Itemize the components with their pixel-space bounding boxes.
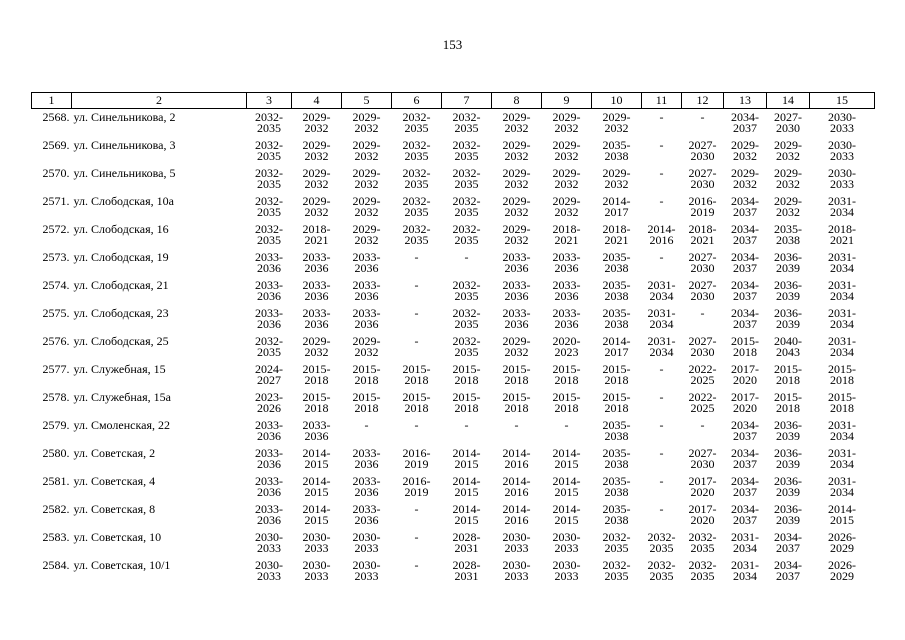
period-cell: 2035- 2038 <box>602 502 631 527</box>
period-cell: - <box>659 390 664 404</box>
period-cell: 2035- 2038 <box>602 250 631 275</box>
table-row <box>32 420 875 448</box>
period-cell: 2018- 2021 <box>302 222 331 247</box>
period-cell: 2032- 2035 <box>255 110 283 135</box>
period-cell: 2034- 2037 <box>731 250 759 275</box>
period-cell: 2034- 2037 <box>731 446 759 471</box>
period-cell: 2032- 2035 <box>452 278 481 303</box>
row-address: ул. Слободская, 10а <box>73 194 174 208</box>
period-cell: 2029- 2032 <box>352 194 381 219</box>
period-cell: 2018- 2021 <box>688 222 717 247</box>
row-number: 2576. <box>42 334 70 348</box>
row-number: 2571. <box>42 194 70 208</box>
row-number: 2572. <box>42 222 70 236</box>
period-cell: 2029- 2032 <box>302 138 331 163</box>
row-address: ул. Слободская, 23 <box>73 306 169 320</box>
period-cell: 2029- 2032 <box>552 110 581 135</box>
period-cell: 2015- 2018 <box>828 390 856 415</box>
period-cell: 2033- 2036 <box>255 446 283 471</box>
row-number: 2574. <box>42 278 70 292</box>
period-cell: 2032- 2035 <box>255 166 283 191</box>
column-header: 14 <box>767 93 810 109</box>
period-cell: 2015- 2018 <box>828 362 856 387</box>
period-cell: 2014- 2017 <box>602 334 631 359</box>
period-cell: 2030- 2033 <box>502 530 531 555</box>
table-body <box>32 109 875 589</box>
period-cell: 2014- 2015 <box>552 502 581 527</box>
row-number: 2584. <box>42 558 70 572</box>
period-cell: 2029- 2032 <box>302 334 331 359</box>
period-cell: 2015- 2018 <box>402 390 431 415</box>
period-cell: - <box>659 194 664 208</box>
period-cell: 2032- 2035 <box>688 558 717 583</box>
period-cell: - <box>700 418 705 432</box>
period-cell: 2027- 2030 <box>774 110 802 135</box>
period-cell: 2031- 2034 <box>828 418 856 443</box>
period-cell: 2033- 2036 <box>352 278 381 303</box>
period-cell: 2030- 2033 <box>302 558 331 583</box>
row-address: ул. Советская, 10/1 <box>73 558 171 572</box>
period-cell: 2029- 2032 <box>552 138 581 163</box>
period-cell: 2033- 2036 <box>255 306 283 331</box>
column-header: 3 <box>247 93 292 109</box>
period-cell: 2024- 2027 <box>255 362 283 387</box>
row-number: 2580. <box>42 446 70 460</box>
period-cell: 2015- 2018 <box>502 362 531 387</box>
period-cell: 2032- 2035 <box>602 530 631 555</box>
period-cell: 2029- 2032 <box>502 222 531 247</box>
column-header: 15 <box>810 93 875 109</box>
period-cell: 2014- 2016 <box>502 502 531 527</box>
period-cell: - <box>414 306 419 320</box>
period-cell: - <box>414 418 419 432</box>
column-header: 10 <box>592 93 642 109</box>
period-cell: 2035- 2038 <box>602 474 631 499</box>
period-cell: 2015- 2018 <box>552 390 581 415</box>
period-cell: 2036- 2039 <box>774 250 802 275</box>
period-cell: 2033- 2036 <box>302 278 331 303</box>
period-cell: 2014- 2015 <box>302 474 331 499</box>
period-cell: 2029- 2032 <box>502 110 531 135</box>
period-cell: 2032- 2035 <box>647 530 676 555</box>
row-address: ул. Слободская, 21 <box>73 278 169 292</box>
period-cell: 2026- 2029 <box>828 558 856 583</box>
period-cell: 2030- 2033 <box>255 530 283 555</box>
row-address: ул. Советская, 2 <box>73 446 156 460</box>
period-cell: 2027- 2030 <box>688 166 717 191</box>
column-header: 11 <box>642 93 682 109</box>
row-address: ул. Синельникова, 2 <box>73 110 176 124</box>
row-address: ул. Советская, 8 <box>73 502 156 516</box>
period-cell: 2034- 2037 <box>731 474 759 499</box>
period-cell: 2035- 2038 <box>774 222 802 247</box>
period-cell: - <box>659 474 664 488</box>
period-cell: 2014- 2015 <box>552 446 581 471</box>
period-cell: 2033- 2036 <box>352 446 381 471</box>
period-cell: - <box>659 166 664 180</box>
row-number: 2568. <box>42 110 70 124</box>
period-cell: 2015- 2018 <box>602 390 631 415</box>
row-number: 2575. <box>42 306 70 320</box>
period-cell: 2031- 2034 <box>828 250 856 275</box>
period-cell: 2029- 2032 <box>552 166 581 191</box>
period-cell: 2017- 2020 <box>688 502 717 527</box>
period-cell: - <box>659 502 664 516</box>
period-cell: 2029- 2032 <box>352 334 381 359</box>
period-cell: 2040- 2043 <box>774 334 802 359</box>
period-cell: 2034- 2037 <box>731 278 759 303</box>
row-address: ул. Смоленская, 22 <box>73 418 170 432</box>
row-number: 2570. <box>42 166 70 180</box>
table-row <box>32 364 875 392</box>
period-cell: 2033- 2036 <box>302 250 331 275</box>
period-cell: 2029- 2032 <box>352 166 381 191</box>
period-cell: 2014- 2016 <box>502 474 531 499</box>
period-cell: 2028- 2031 <box>452 558 481 583</box>
row-number: 2578. <box>42 390 70 404</box>
period-cell: 2029- 2032 <box>302 110 331 135</box>
period-cell: 2029- 2032 <box>602 110 631 135</box>
row-number: 2581. <box>42 474 70 488</box>
period-cell: - <box>659 250 664 264</box>
period-cell: 2015- 2018 <box>552 362 581 387</box>
period-cell: 2033- 2036 <box>352 306 381 331</box>
period-cell: 2034- 2037 <box>731 110 759 135</box>
period-cell: 2031- 2034 <box>828 194 856 219</box>
period-cell: - <box>514 418 519 432</box>
period-cell: 2032- 2035 <box>452 110 481 135</box>
table-row <box>32 196 875 224</box>
period-cell: 2029- 2032 <box>502 138 531 163</box>
period-cell: 2029- 2032 <box>502 194 531 219</box>
table-row <box>32 448 875 476</box>
period-cell: 2029- 2032 <box>302 166 331 191</box>
period-cell: 2032- 2035 <box>452 306 481 331</box>
period-cell: 2031- 2034 <box>731 558 759 583</box>
table-row <box>32 140 875 168</box>
period-cell: 2029- 2032 <box>502 166 531 191</box>
row-number: 2569. <box>42 138 70 152</box>
period-cell: 2033- 2036 <box>502 250 531 275</box>
period-cell: 2034- 2037 <box>731 418 759 443</box>
period-cell: 2016- 2019 <box>402 446 431 471</box>
period-cell: 2031- 2034 <box>828 334 856 359</box>
column-header: 1 <box>32 93 72 109</box>
period-cell: 2033- 2036 <box>255 502 283 527</box>
period-cell: 2027- 2030 <box>688 250 717 275</box>
period-cell: - <box>564 418 569 432</box>
period-cell: 2014- 2015 <box>302 502 331 527</box>
period-cell: - <box>364 418 369 432</box>
period-cell: 2036- 2039 <box>774 306 802 331</box>
period-cell: 2033- 2036 <box>552 250 581 275</box>
period-cell: 2029- 2032 <box>352 138 381 163</box>
period-cell: 2033- 2036 <box>552 306 581 331</box>
table-row <box>32 168 875 196</box>
period-cell: 2030- 2033 <box>255 558 283 583</box>
period-cell: 2032- 2035 <box>255 138 283 163</box>
period-cell: 2032- 2035 <box>255 194 283 219</box>
period-cell: - <box>464 250 469 264</box>
period-cell: 2036- 2039 <box>774 474 802 499</box>
table-row <box>32 392 875 420</box>
period-cell: 2036- 2039 <box>774 446 802 471</box>
table-row <box>32 476 875 504</box>
period-cell: 2030- 2033 <box>352 530 381 555</box>
row-address: ул. Слободская, 19 <box>73 250 169 264</box>
period-cell: 2029- 2032 <box>602 166 631 191</box>
header-row <box>32 93 875 109</box>
period-cell: - <box>414 530 419 544</box>
period-cell: 2032- 2035 <box>647 558 676 583</box>
period-cell: 2034- 2037 <box>731 306 759 331</box>
period-cell: 2020- 2023 <box>552 334 581 359</box>
period-cell: - <box>414 278 419 292</box>
table-row <box>32 504 875 532</box>
period-cell: 2015- 2018 <box>774 390 802 415</box>
period-cell: 2027- 2030 <box>688 138 717 163</box>
period-cell: 2023- 2026 <box>255 390 283 415</box>
period-cell: 2033- 2036 <box>255 418 283 443</box>
period-cell: 2029- 2032 <box>774 194 802 219</box>
period-cell: - <box>659 418 664 432</box>
column-header: 9 <box>542 93 592 109</box>
period-cell: 2014- 2015 <box>828 502 856 527</box>
period-cell: 2036- 2039 <box>774 418 802 443</box>
period-cell: 2030- 2033 <box>552 530 581 555</box>
period-cell: 2014- 2017 <box>602 194 631 219</box>
period-cell: 2031- 2034 <box>828 306 856 331</box>
column-header: 13 <box>724 93 767 109</box>
period-cell: 2032- 2035 <box>452 194 481 219</box>
period-cell: 2031- 2034 <box>647 334 676 359</box>
table-row <box>32 308 875 336</box>
period-cell: 2032- 2035 <box>452 222 481 247</box>
period-cell: 2029- 2032 <box>352 222 381 247</box>
period-cell: 2033- 2036 <box>352 250 381 275</box>
period-cell: 2036- 2039 <box>774 278 802 303</box>
period-cell: 2033- 2036 <box>255 250 283 275</box>
period-cell: 2014- 2015 <box>302 446 331 471</box>
column-header: 8 <box>492 93 542 109</box>
period-cell: 2027- 2030 <box>688 446 717 471</box>
period-cell: 2033- 2036 <box>502 306 531 331</box>
period-cell: 2029- 2032 <box>352 110 381 135</box>
table-row <box>32 224 875 252</box>
page-number: 153 <box>442 37 463 52</box>
row-address: ул. Синельникова, 5 <box>73 166 176 180</box>
period-cell: 2034- 2037 <box>774 530 802 555</box>
period-cell: 2033- 2036 <box>352 474 381 499</box>
table-row <box>32 109 875 141</box>
period-cell: 2034- 2037 <box>731 194 759 219</box>
period-cell: 2018- 2021 <box>552 222 581 247</box>
period-cell: 2035- 2038 <box>602 138 631 163</box>
row-number: 2573. <box>42 250 70 264</box>
period-cell: - <box>659 110 664 124</box>
period-cell: - <box>414 250 419 264</box>
period-cell: 2032- 2035 <box>255 222 283 247</box>
period-cell: 2034- 2037 <box>731 222 759 247</box>
period-cell: 2014- 2016 <box>647 222 676 247</box>
period-cell: 2015- 2018 <box>352 390 381 415</box>
period-cell: 2031- 2034 <box>647 306 676 331</box>
period-cell: 2014- 2016 <box>502 446 531 471</box>
period-cell: 2017- 2020 <box>731 362 759 387</box>
row-number: 2579. <box>42 418 70 432</box>
period-cell: 2032- 2035 <box>255 334 283 359</box>
period-cell: 2027- 2030 <box>688 278 717 303</box>
period-cell: 2030- 2033 <box>552 558 581 583</box>
period-cell: 2033- 2036 <box>502 278 531 303</box>
period-cell: 2016- 2019 <box>688 194 717 219</box>
period-cell: 2032- 2035 <box>688 530 717 555</box>
schedule-table <box>31 92 875 588</box>
column-header: 4 <box>292 93 342 109</box>
period-cell: 2033- 2036 <box>552 278 581 303</box>
period-cell: 2031- 2034 <box>828 474 856 499</box>
period-cell: 2015- 2018 <box>402 362 431 387</box>
period-cell: 2029- 2032 <box>774 166 802 191</box>
period-cell: 2032- 2035 <box>402 138 431 163</box>
period-cell: 2030- 2033 <box>828 110 856 135</box>
period-cell: - <box>700 110 705 124</box>
period-cell: 2031- 2034 <box>647 278 676 303</box>
period-cell: 2015- 2018 <box>302 390 331 415</box>
row-address: ул. Советская, 4 <box>73 474 156 488</box>
period-cell: 2033- 2036 <box>302 418 331 443</box>
period-cell: 2029- 2032 <box>552 194 581 219</box>
period-cell: - <box>414 502 419 516</box>
period-cell: 2018- 2021 <box>602 222 631 247</box>
row-address: ул. Служебная, 15 <box>73 362 166 376</box>
period-cell: 2030- 2033 <box>828 166 856 191</box>
period-cell: - <box>414 558 419 572</box>
column-header: 2 <box>72 93 247 109</box>
period-cell: 2033- 2036 <box>255 474 283 499</box>
row-address: ул. Служебная, 15а <box>73 390 171 404</box>
period-cell: 2033- 2036 <box>302 306 331 331</box>
period-cell: - <box>414 334 419 348</box>
table-row <box>32 252 875 280</box>
period-cell: 2032- 2035 <box>602 558 631 583</box>
row-address: ул. Синельникова, 3 <box>73 138 176 152</box>
table-row <box>32 560 875 588</box>
period-cell: 2032- 2035 <box>402 166 431 191</box>
period-cell: - <box>464 418 469 432</box>
period-cell: 2032- 2035 <box>402 222 431 247</box>
period-cell: 2035- 2038 <box>602 278 631 303</box>
period-cell: 2029- 2032 <box>302 194 331 219</box>
period-cell: 2022- 2025 <box>688 390 717 415</box>
period-cell: 2029- 2032 <box>731 166 759 191</box>
period-cell: 2035- 2038 <box>602 446 631 471</box>
row-number: 2582. <box>42 502 70 516</box>
period-cell: 2017- 2020 <box>688 474 717 499</box>
period-cell: 2034- 2037 <box>731 502 759 527</box>
period-cell: 2017- 2020 <box>731 390 759 415</box>
period-cell: 2030- 2033 <box>828 138 856 163</box>
period-cell: 2030- 2033 <box>502 558 531 583</box>
row-address: ул. Слободская, 25 <box>73 334 169 348</box>
period-cell: 2029- 2032 <box>502 334 531 359</box>
period-cell: 2026- 2029 <box>828 530 856 555</box>
period-cell: 2028- 2031 <box>452 530 481 555</box>
row-number: 2583. <box>42 530 70 544</box>
table-row <box>32 532 875 560</box>
period-cell: 2034- 2037 <box>774 558 802 583</box>
table-row <box>32 336 875 364</box>
table-row <box>32 280 875 308</box>
period-cell: - <box>659 446 664 460</box>
period-cell: 2030- 2033 <box>302 530 331 555</box>
period-cell: - <box>659 362 664 376</box>
period-cell: 2035- 2038 <box>602 306 631 331</box>
column-header: 12 <box>682 93 724 109</box>
period-cell: 2015- 2018 <box>731 334 759 359</box>
period-cell: 2014- 2015 <box>452 446 481 471</box>
period-cell: 2029- 2032 <box>731 138 759 163</box>
period-cell: 2032- 2035 <box>452 138 481 163</box>
period-cell: 2033- 2036 <box>352 502 381 527</box>
column-header: 7 <box>442 93 492 109</box>
column-header: 5 <box>342 93 392 109</box>
period-cell: 2022- 2025 <box>688 362 717 387</box>
row-number: 2577. <box>42 362 70 376</box>
period-cell: 2032- 2035 <box>402 194 431 219</box>
period-cell: 2016- 2019 <box>402 474 431 499</box>
period-cell: 2015- 2018 <box>502 390 531 415</box>
period-cell: 2035- 2038 <box>602 418 631 443</box>
period-cell: 2031- 2034 <box>828 278 856 303</box>
period-cell: 2015- 2018 <box>302 362 331 387</box>
period-cell: - <box>700 306 705 320</box>
period-cell: 2014- 2015 <box>552 474 581 499</box>
period-cell: 2015- 2018 <box>774 362 802 387</box>
period-cell: 2030- 2033 <box>352 558 381 583</box>
period-cell: 2015- 2018 <box>352 362 381 387</box>
period-cell: 2015- 2018 <box>602 362 631 387</box>
period-cell: - <box>659 138 664 152</box>
period-cell: 2018- 2021 <box>828 222 856 247</box>
period-cell: 2033- 2036 <box>255 278 283 303</box>
period-cell: 2014- 2015 <box>452 474 481 499</box>
period-cell: 2032- 2035 <box>452 166 481 191</box>
row-address: ул. Слободская, 16 <box>73 222 169 236</box>
period-cell: 2032- 2035 <box>452 334 481 359</box>
period-cell: 2027- 2030 <box>688 334 717 359</box>
row-address: ул. Советская, 10 <box>73 530 162 544</box>
period-cell: 2032- 2035 <box>402 110 431 135</box>
period-cell: 2031- 2034 <box>731 530 759 555</box>
column-header: 6 <box>392 93 442 109</box>
period-cell: 2036- 2039 <box>774 502 802 527</box>
period-cell: 2014- 2015 <box>452 502 481 527</box>
period-cell: 2015- 2018 <box>452 362 481 387</box>
period-cell: 2015- 2018 <box>452 390 481 415</box>
period-cell: 2029- 2032 <box>774 138 802 163</box>
period-cell: 2031- 2034 <box>828 446 856 471</box>
